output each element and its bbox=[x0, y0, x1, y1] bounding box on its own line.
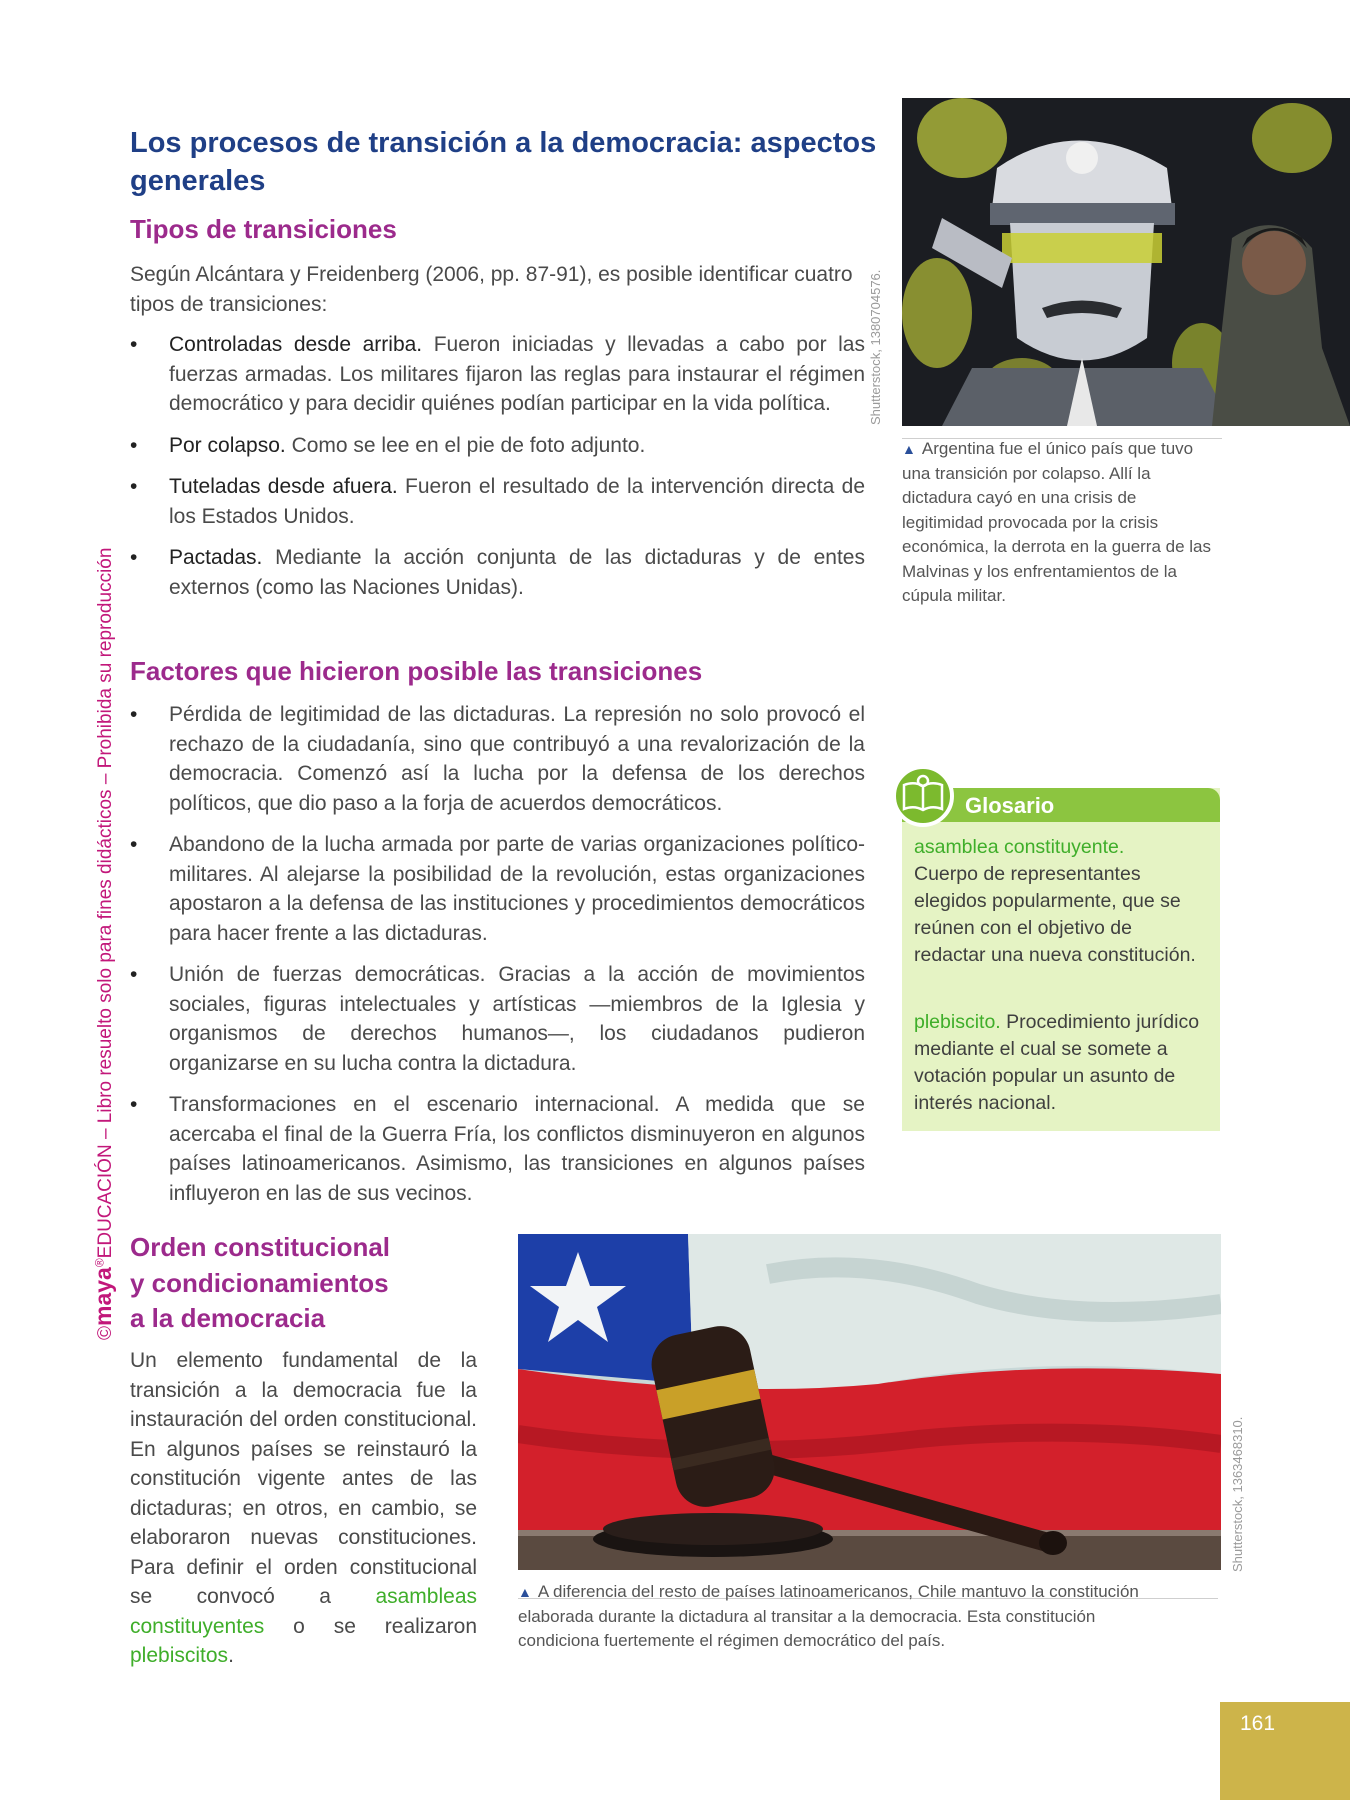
heading-line: y condicionamientos bbox=[130, 1267, 389, 1298]
book-icon bbox=[892, 765, 954, 827]
registered-mark: ® bbox=[92, 1258, 107, 1268]
list-item: • Transformaciones en el escenario internacional. A medida que se acercaba el final de la Guerra Fría, los conflictos disminuyeron en algunos países latinoamericanos. Asimismo, las transiciones en algunos países influyeron en las de sus vecinos. bbox=[130, 1090, 865, 1208]
photo-officer-mural bbox=[902, 98, 1350, 426]
item-text: Mediante la acción conjunta de las dictaduras y de entes externos (como las Naciones Unidas). bbox=[169, 546, 865, 599]
list-item: • Unión de fuerzas democráticas. Gracias a la acción de movimientos sociales, figuras intelectuales y artísticas —miembros de la Iglesia y organismos de derechos humanos—, los ciudadanos pudieron organizarse en su lucha contra la dictadura. bbox=[130, 960, 865, 1078]
glossary-link-plebiscitos[interactable]: plebiscitos bbox=[130, 1644, 229, 1667]
tipos-intro: Según Alcántara y Freidenberg (2006, pp. 87-91), es posible identificar cuatro tipos de transiciones: bbox=[130, 263, 853, 316]
photo1-caption bbox=[902, 437, 1222, 609]
item-text: Como se lee en el pie de foto adjunto. bbox=[285, 433, 646, 457]
chile-gavel-image bbox=[518, 1234, 1221, 1570]
section-heading-orden bbox=[130, 1230, 390, 1337]
section-heading-factores: Factores que hicieron posible las transiciones bbox=[130, 656, 703, 686]
page-title: Los procesos de transición a la democracia: aspectos generales bbox=[130, 127, 877, 197]
glossary-def: Cuerpo de representantes elegidos popularmente, que se reúnen con el objetivo de redactar una nueva constitución. bbox=[914, 863, 1196, 966]
glossary-title: Glosario bbox=[965, 793, 1055, 818]
orden-text-end: . bbox=[228, 1644, 234, 1667]
orden-paragraph bbox=[130, 1346, 477, 1671]
caption-text: Argentina fue el único país que tuvo una transición por colapso. Allí la dictadura cayó en una crisis de legitimidad provocada por la crisis económica, la derrota en la guerra de las Malvinas y los enfrentamientos de la cúpula militar. bbox=[902, 439, 1212, 605]
caption-text: A diferencia del resto de países latinoamericanos, Chile mantuvo la constitución elaborada durante la dictadura al transitar a la democracia. Esta constitución condiciona fuertemente el régimen democrático del país. bbox=[518, 1582, 1139, 1650]
heading-line: a la democracia bbox=[130, 1303, 326, 1333]
list-item bbox=[130, 543, 865, 602]
copyright-symbol: © bbox=[95, 1326, 116, 1340]
list-item: • Abandono de la lucha armada por parte de varias organizaciones político-militares. Al alejarse la posibilidad de la revolución, estas organizaciones apostaron a la defensa de las instituciones y procedimientos democráticos para hacer frente a las dictaduras. bbox=[130, 830, 865, 948]
orden-text: Un elemento fundamental de la transición a la democracia fue la instauración del orden constitucional. En algunos países se reinstauró la constitución vigente antes de las dictaduras; en otros, en cambio, se elaboraron nuevas constituciones. Para definir el orden constitucional se convocó a bbox=[130, 1349, 477, 1608]
item-text: Fueron iniciadas y llevadas a cabo por las fuerzas armadas. Los militares fijaron las reglas para instaurar el régimen democrático y para decidir quiénes podían participar en la vida política. bbox=[169, 333, 865, 415]
glossary-def: Procedimiento jurídico mediante el cual se somete a votación popular un asunto de interés nacional. bbox=[914, 1011, 1200, 1114]
section-heading-tipos: Tipos de transiciones bbox=[130, 214, 397, 244]
copyright-side-label bbox=[90, 548, 117, 1340]
photo2-caption bbox=[518, 1580, 1178, 1654]
photo1-credit: Shutterstock, 1380704576. bbox=[868, 269, 883, 425]
officer-mural-image bbox=[902, 98, 1350, 426]
brand-name: maya bbox=[90, 1267, 116, 1326]
orden-text-mid: o se realizaron bbox=[264, 1614, 477, 1638]
caption-triangle-icon: ▲ bbox=[902, 441, 916, 457]
heading-line: Orden constitucional bbox=[130, 1232, 391, 1262]
list-item: • Pérdida de legitimidad de las dictaduras. La represión no solo provocó el rechazo de la ciudadanía, sino que contribuyó a una revalorización de la democracia. Comenzó así la lucha por la defensa de los derechos políticos, que dio paso a la forja de acuerdos democráticos. bbox=[130, 700, 865, 818]
tipos-list bbox=[130, 330, 865, 614]
glossary-term: plebiscito. bbox=[914, 1011, 1001, 1033]
item-term: Tuteladas desde afuera. bbox=[169, 475, 398, 498]
side-label-text: EDUCACIÓN – Libro resuelto solo para fines didácticos – Prohibida su reproducción bbox=[95, 547, 116, 1259]
glossary-link-asambleas[interactable]: asambleas constituyentes bbox=[130, 1585, 477, 1638]
item-term: Por colapso. bbox=[169, 433, 286, 457]
page-number: 161 bbox=[1240, 1712, 1276, 1735]
factores-list bbox=[130, 700, 865, 1220]
item-term: Pactadas. bbox=[169, 546, 263, 569]
caption-triangle-icon: ▲ bbox=[518, 1584, 532, 1600]
glossary-term: asamblea constituyente. bbox=[914, 836, 1125, 858]
photo2-credit: Shutterstock, 1363468310. bbox=[1230, 1416, 1245, 1572]
item-term: Controladas desde arriba. bbox=[169, 333, 423, 356]
glossary-entry bbox=[914, 834, 1204, 969]
list-item bbox=[130, 431, 865, 461]
list-item bbox=[130, 330, 865, 419]
glossary-entry bbox=[914, 1009, 1204, 1117]
photo-chile-gavel bbox=[518, 1234, 1221, 1570]
list-item bbox=[130, 472, 865, 531]
item-text: Fueron el resultado de la intervención directa de los Estados Unidos. bbox=[169, 475, 865, 528]
